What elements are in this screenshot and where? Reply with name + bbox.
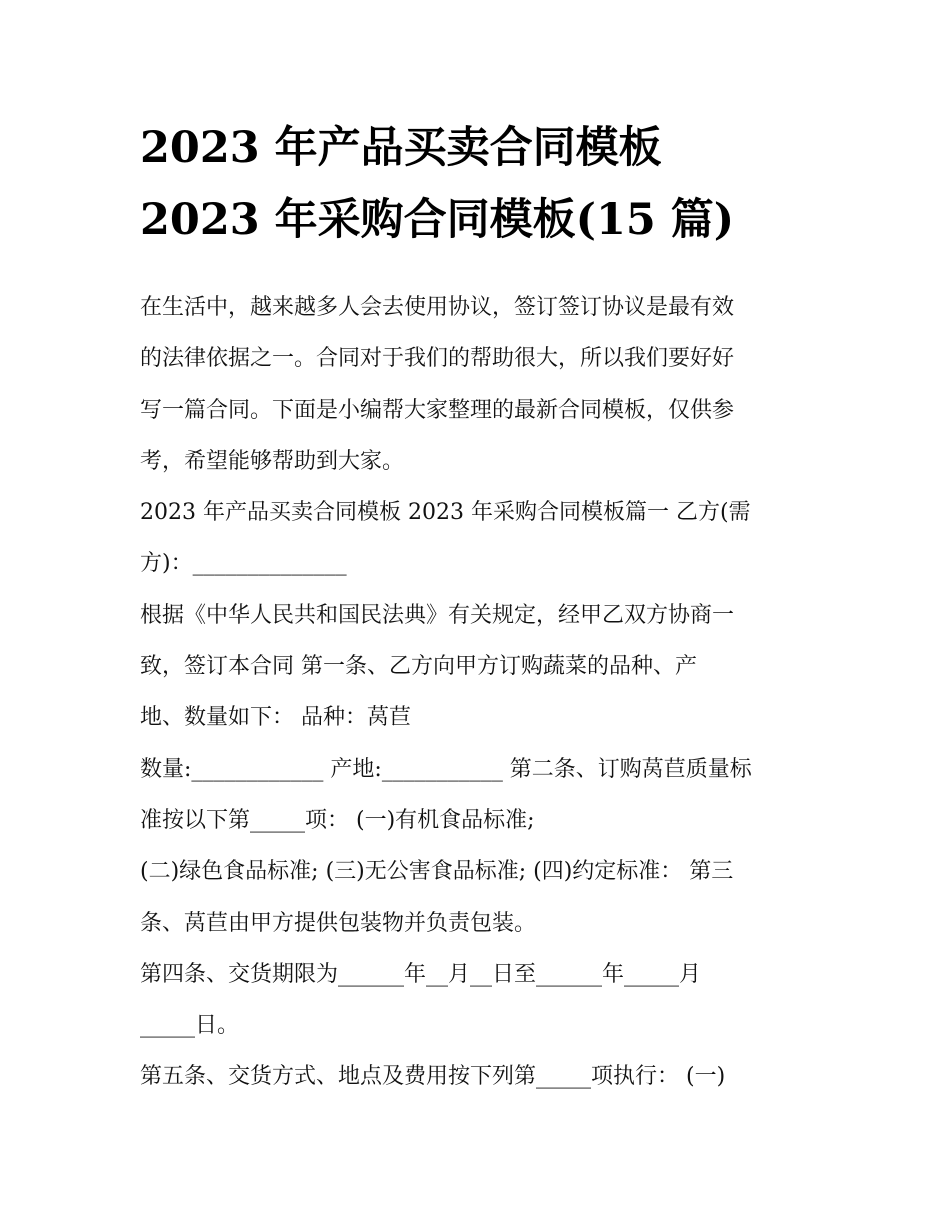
body-line-7: 根据《中华人民共和国民法典》有关规定，经甲乙双方协商一	[140, 602, 735, 628]
body-line-14: 第四条、交货期限为______年__月__日至______年_____月	[140, 961, 702, 987]
body-line-4: 考，希望能够帮助到大家。	[140, 448, 405, 474]
document-page	[140, 112, 830, 1103]
body-line-5: 2023 年产品买卖合同模板 2023 年采购合同模板篇一 乙方(需	[140, 500, 751, 526]
document-title	[140, 112, 830, 256]
body-line-12: (二)绿色食品标准; (三)无公害食品标准; (四)约定标准： 第三	[140, 859, 734, 885]
body-line-2: 的法律依据之一。合同对于我们的帮助很大，所以我们要好好	[140, 346, 735, 372]
body-line-6: 方)：______________	[140, 551, 347, 577]
title-line-1: 2023 年产品买卖合同模板	[140, 123, 662, 173]
body-line-15: _____日。	[140, 1013, 240, 1039]
title-line-2: 2023 年采购合同模板(15 篇)	[140, 195, 735, 245]
document-body	[140, 282, 830, 1103]
body-line-8: 致，签订本合同 第一条、乙方向甲方订购蔬菜的品种、产	[140, 654, 697, 680]
body-line-9: 地、数量如下： 品种：莴苣	[140, 705, 411, 731]
body-line-1: 在生活中，越来越多人会去使用协议，签订签订协议是最有效	[140, 295, 735, 320]
body-line-13: 条、莴苣由甲方提供包装物并负责包装。	[140, 910, 537, 936]
body-line-16: 第五条、交货方式、地点及费用按下列第_____项执行： (一)	[140, 1064, 726, 1090]
body-line-10: 数量:____________ 产地:___________ 第二条、订购莴苣质量标	[140, 756, 752, 782]
body-line-11: 准按以下第_____项： (一)有机食品标准;	[140, 807, 535, 833]
body-line-3: 写一篇合同。下面是小编帮大家整理的最新合同模板，仅供参	[140, 397, 735, 423]
